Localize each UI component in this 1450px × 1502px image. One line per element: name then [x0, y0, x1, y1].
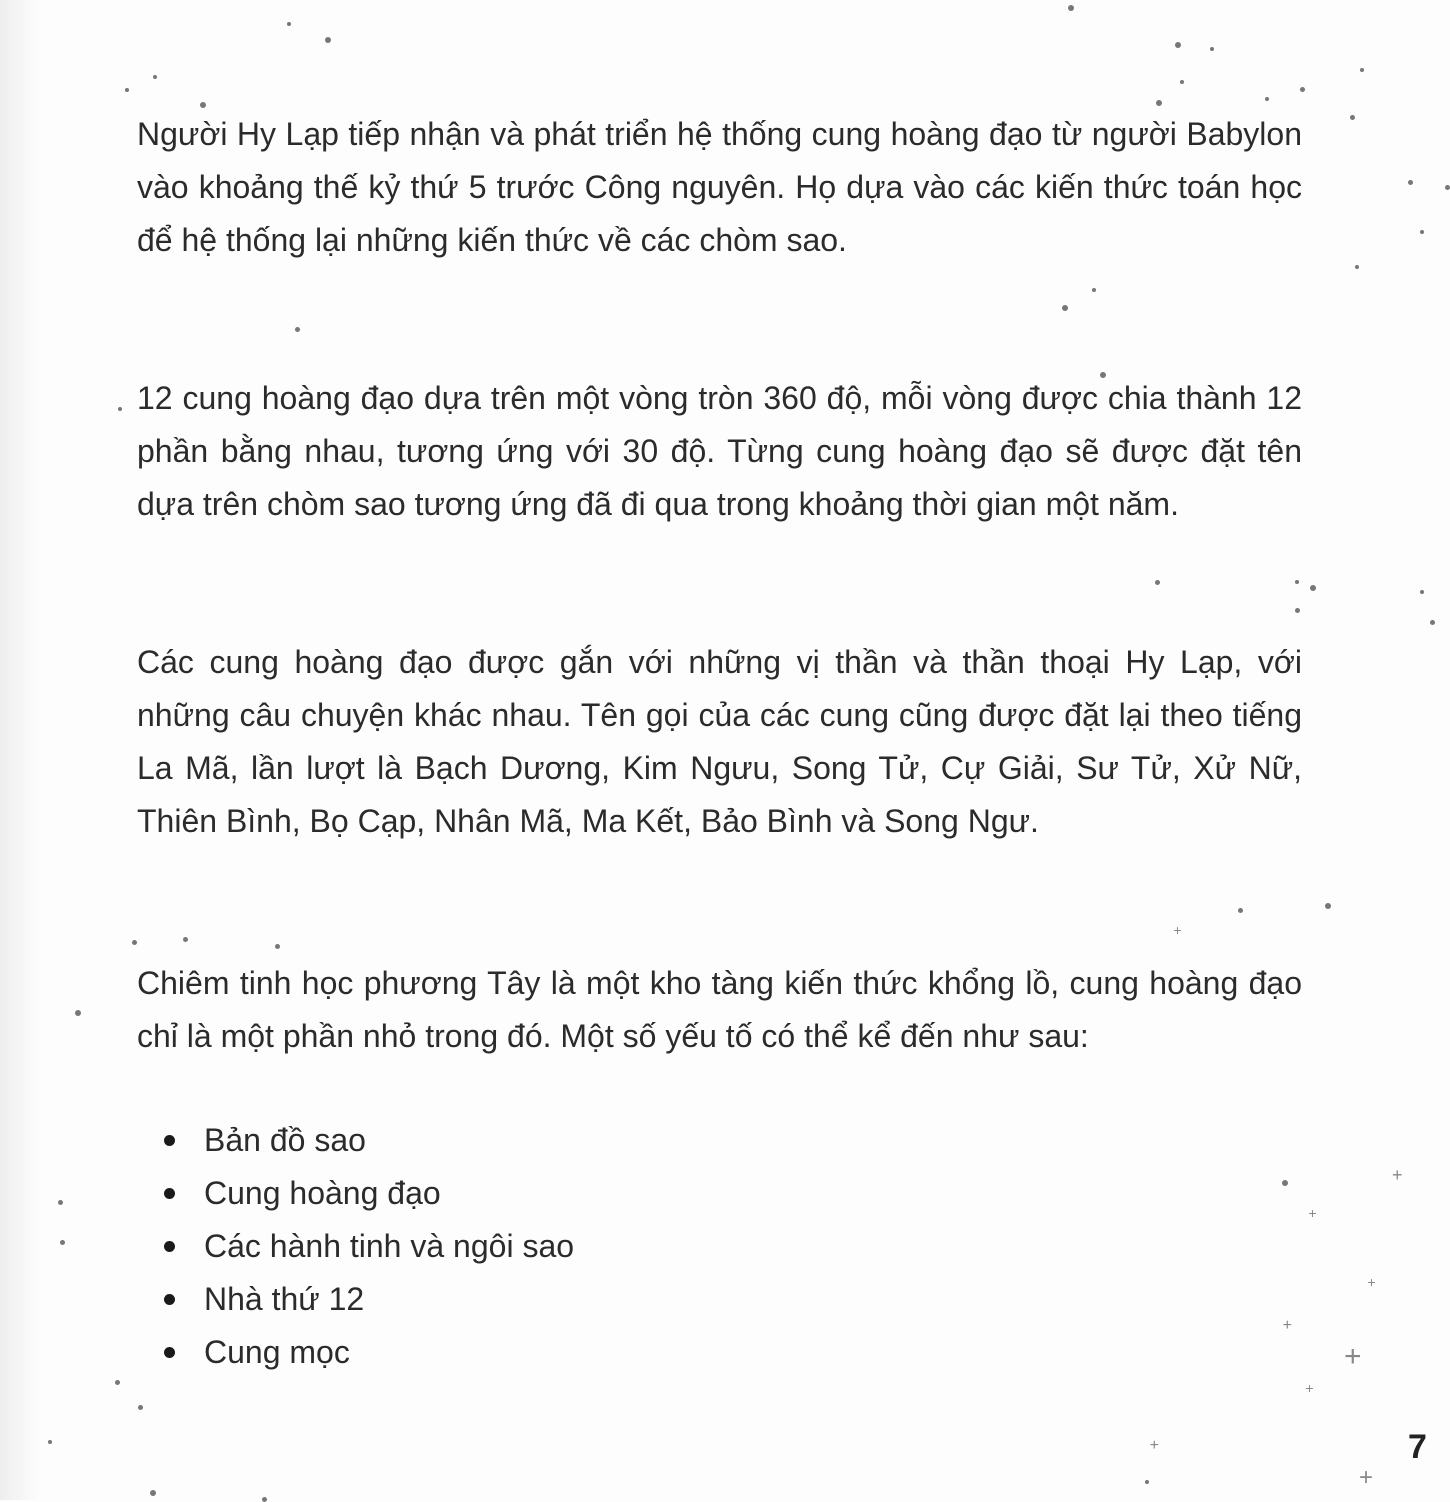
list-item: [160, 1114, 574, 1167]
bullet-icon: [164, 1135, 175, 1146]
star-dot: [295, 327, 300, 332]
list-item-text: Các hành tinh và ngôi sao: [204, 1228, 575, 1264]
astrology-elements-list: [160, 1114, 574, 1379]
star-dot: [1175, 42, 1181, 48]
star-dot: [1360, 68, 1364, 72]
list-item-text: Cung hoàng đạo: [204, 1175, 441, 1211]
list-item: [160, 1167, 574, 1220]
page-number: 7: [1408, 1428, 1427, 1466]
star-dot: [1295, 580, 1299, 584]
star-dot: [132, 940, 137, 945]
star-dot: [275, 944, 280, 949]
star-dot: [48, 1440, 52, 1444]
list-item-text: Nhà thứ 12: [204, 1281, 365, 1317]
star-dot: [1282, 1180, 1288, 1186]
paragraph-1: Người Hy Lạp tiếp nhận và phát triển hệ thống cung hoàng đạo từ người Babylon vào khoảng thế kỷ thứ 5 trước Công nguyên. Họ dựa vào các kiến thức toán học để hệ thống lại những kiến thức về các chòm sao.: [137, 116, 1302, 258]
star-dot: [1155, 580, 1160, 585]
star-dot: [1408, 180, 1413, 185]
star-dot: [1068, 5, 1074, 11]
star-dot: [118, 407, 122, 411]
sparkle-icon: +: [1308, 1205, 1317, 1221]
star-dot: [1265, 97, 1269, 101]
bullet-icon: [164, 1347, 175, 1358]
page-gutter-shadow: [0, 0, 40, 1500]
star-dot: [1420, 230, 1424, 234]
star-dot: [58, 1200, 63, 1205]
bullet-icon: [164, 1241, 175, 1252]
sparkle-icon: +: [1359, 1464, 1374, 1491]
star-dot: [1145, 1480, 1149, 1484]
list-item-text: Cung mọc: [204, 1334, 350, 1370]
star-dot: [287, 22, 291, 26]
list-item-text: Bản đồ sao: [204, 1122, 366, 1158]
star-dot: [1310, 585, 1316, 591]
star-dot: [125, 88, 129, 92]
star-dot: [325, 37, 331, 43]
star-dot: [1300, 87, 1305, 92]
sparkle-icon: +: [1282, 1317, 1292, 1334]
star-dot: [1180, 80, 1184, 84]
list-item: [160, 1220, 574, 1273]
sparkle-icon: +: [1392, 1165, 1403, 1185]
list-item: [160, 1273, 574, 1326]
star-dot: [1420, 590, 1424, 594]
star-dot: [1210, 47, 1214, 51]
sparkle-icon: +: [1367, 1274, 1376, 1290]
star-dot: [1325, 903, 1331, 909]
star-dot: [138, 1405, 143, 1410]
sparkle-icon: +: [1149, 1437, 1159, 1454]
sparkle-icon: +: [1173, 922, 1182, 938]
star-dot: [183, 937, 188, 942]
paragraph-4: Chiêm tinh học phương Tây là một kho tàng kiến thức khổng lồ, cung hoàng đạo chỉ là một phần nhỏ trong đó. Một số yếu tố có thể kể đến như sau:: [137, 965, 1302, 1054]
bullet-icon: [164, 1188, 175, 1199]
star-dot: [1295, 608, 1300, 613]
star-dot: [1062, 305, 1068, 311]
list-item: [160, 1326, 574, 1379]
star-dot: [75, 1010, 81, 1016]
star-dot: [115, 1380, 120, 1385]
star-dot: [60, 1240, 65, 1245]
sparkle-icon: +: [1305, 1380, 1314, 1396]
star-dot: [150, 1490, 156, 1496]
star-dot: [1445, 185, 1450, 190]
star-dot: [1430, 620, 1435, 625]
sparkle-icon: +: [1344, 1340, 1362, 1373]
paragraph-2: 12 cung hoàng đạo dựa trên một vòng tròn 360 độ, mỗi vòng được chia thành 12 phần bằng nhau, tương ứng với 30 độ. Từng cung hoàng đạo sẽ được đặt tên dựa trên chòm sao tương ứng đã đi qua trong khoảng thời gian một năm.: [137, 380, 1302, 522]
star-dot: [153, 75, 157, 79]
star-dot: [1350, 115, 1355, 120]
star-dot: [1092, 288, 1096, 292]
paragraph-3: Các cung hoàng đạo được gắn với những vị thần và thần thoại Hy Lạp, với những câu chuyện khác nhau. Tên gọi của các cung cũng được đặt lại theo tiếng La Mã, lần lượt là Bạch Dương, Kim Ngưu, Song Tử, Cự Giải, Sư Tử, Xử Nữ, Thiên Bình, Bọ Cạp, Nhân Mã, Ma Kết, Bảo Bình và Song Ngư.: [137, 644, 1302, 839]
star-dot: [1156, 100, 1162, 106]
bullet-icon: [164, 1294, 175, 1305]
star-dot: [1238, 908, 1243, 913]
star-dot: [1355, 265, 1359, 269]
